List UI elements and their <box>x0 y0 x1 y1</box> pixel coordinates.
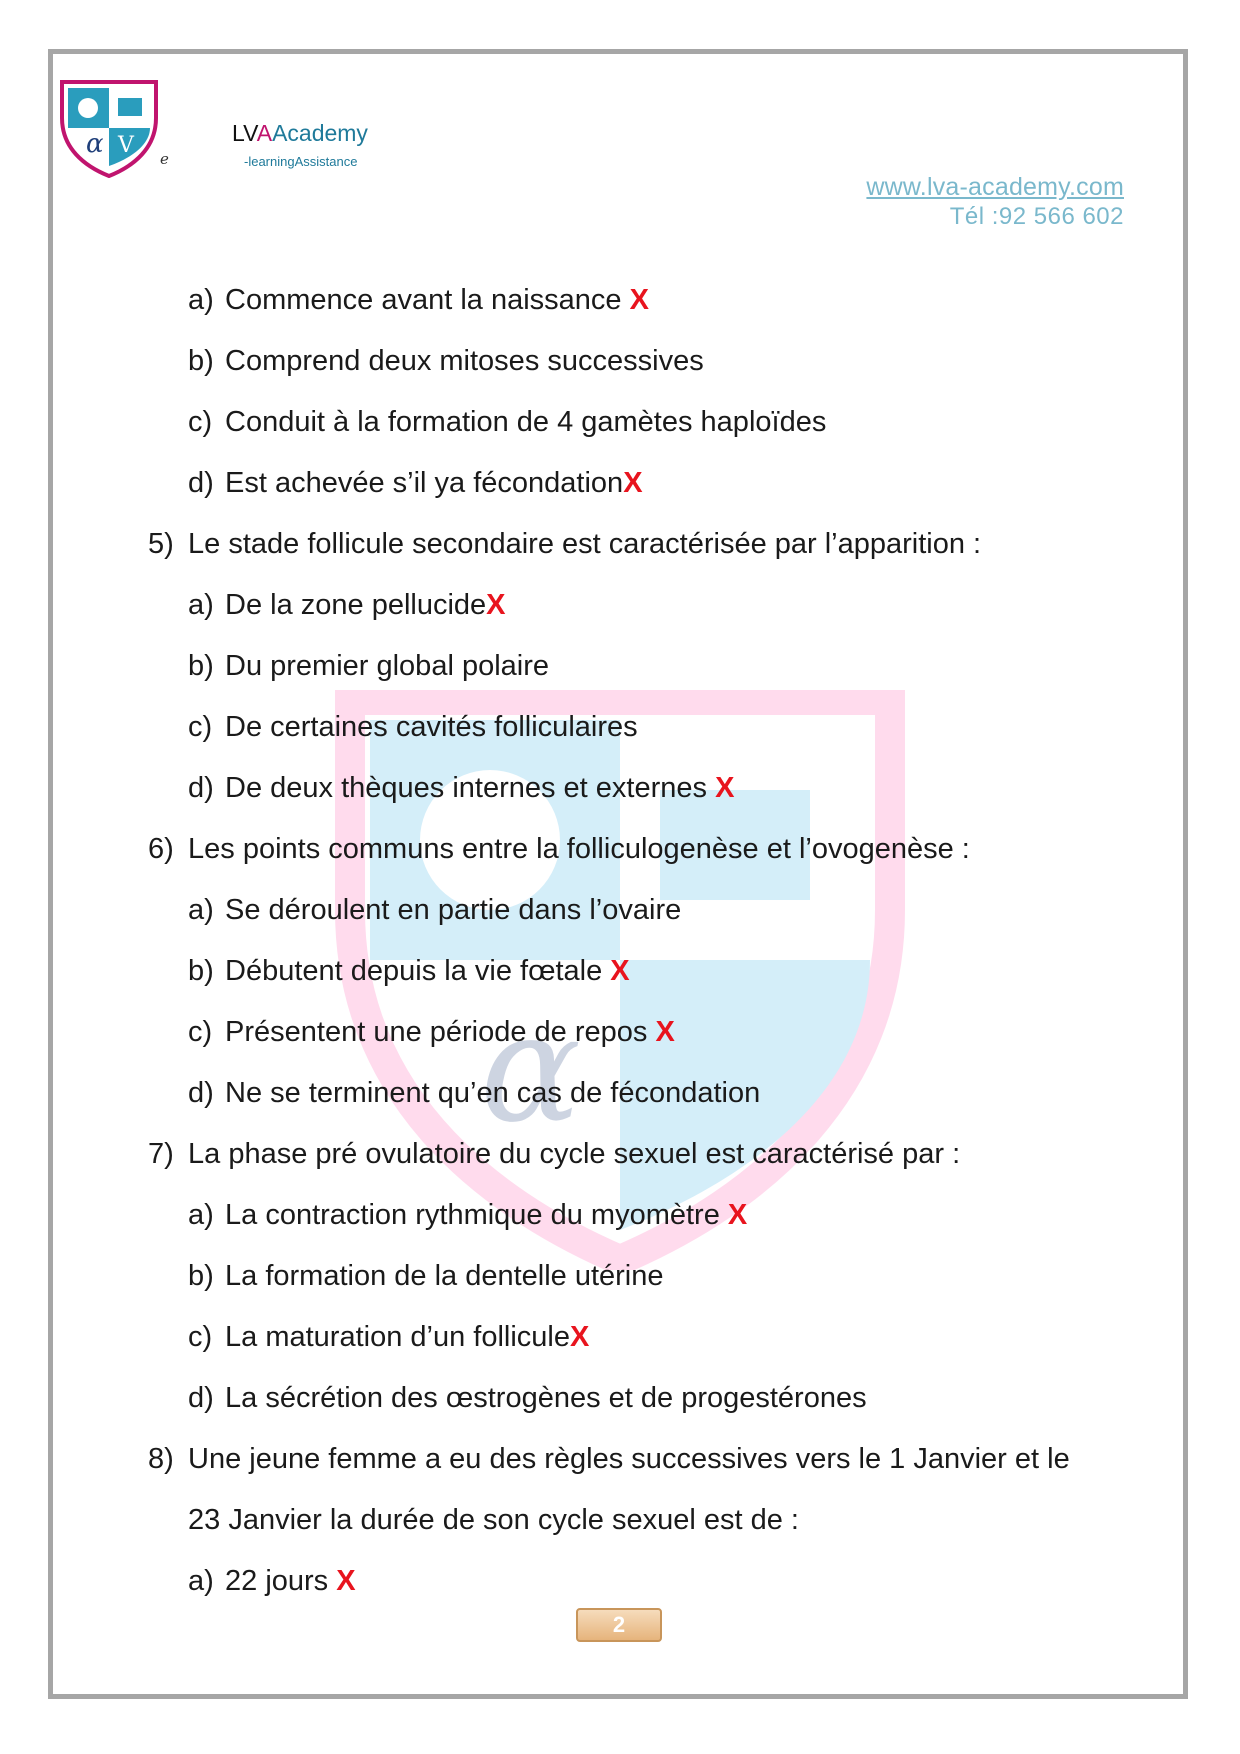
option-letter: d) <box>188 772 214 804</box>
option-line <box>148 1012 1108 1073</box>
option-line <box>148 707 1108 768</box>
option-text: Présentent une période de repos <box>225 1016 656 1048</box>
option-line <box>148 402 1108 463</box>
option-letter: b) <box>188 650 214 682</box>
option-text: Ne se terminent qu’en cas de fécondation <box>225 1077 761 1109</box>
question-number: 8) <box>148 1443 174 1475</box>
option-letter: b) <box>188 955 214 987</box>
brand-tagline: -learningAssistance <box>244 154 358 169</box>
option-letter: c) <box>188 1321 213 1353</box>
option-text: La formation de la dentelle utérine <box>225 1260 664 1292</box>
svg-text:α: α <box>480 982 582 1156</box>
question-text: Les points communs entre la folliculogenèse et l’ovogenèse : <box>188 833 970 865</box>
option-text: De deux thèques internes et externes <box>225 772 716 804</box>
option-line <box>148 280 1108 341</box>
answer-mark: X <box>336 1565 356 1597</box>
question-text: La phase pré ovulatoire du cycle sexuel est caractérisé par : <box>188 1138 961 1170</box>
question-line <box>148 829 1108 890</box>
question-number: 7) <box>148 1138 174 1170</box>
option-text: Se déroulent en partie dans l’ovaire <box>225 894 682 926</box>
option-text: Conduit à la formation de 4 gamètes haploïdes <box>225 406 827 438</box>
question-number: 6) <box>148 833 174 865</box>
question-line <box>148 524 1108 585</box>
option-letter: c) <box>188 406 213 438</box>
question-list <box>148 280 1108 1622</box>
option-text: La maturation d’un follicule <box>225 1321 570 1353</box>
answer-mark: X <box>629 284 649 316</box>
option-line <box>148 1256 1108 1317</box>
option-line <box>148 585 1108 646</box>
option-line <box>148 646 1108 707</box>
website-link[interactable]: www.lva-academy.com <box>866 173 1124 201</box>
question-line <box>148 1134 1108 1195</box>
question-continuation <box>148 1500 1108 1561</box>
option-line <box>148 890 1108 951</box>
option-letter: d) <box>188 1382 214 1414</box>
brand-lv: LV <box>232 120 257 146</box>
svg-text:V: V <box>118 133 134 158</box>
option-text: 23 Janvier la durée de son cycle sexuel est de : <box>188 1504 799 1536</box>
option-line <box>148 1378 1108 1439</box>
logo-letter: e <box>160 150 169 168</box>
answer-mark: X <box>727 1199 748 1231</box>
brand-academy: Academy <box>272 120 368 146</box>
option-letter: a) <box>188 1565 214 1597</box>
answer-mark: X <box>486 589 506 621</box>
answer-mark: X <box>569 1321 590 1353</box>
option-letter: a) <box>188 1199 214 1231</box>
svg-text:α: α <box>86 129 104 159</box>
option-text: Comprend deux mitoses successives <box>225 345 704 377</box>
question-line <box>148 1439 1108 1500</box>
question-text: Une jeune femme a eu des règles successives vers le 1 Janvier et le <box>188 1443 1070 1475</box>
option-line <box>148 1195 1108 1256</box>
option-text: De la zone pellucide <box>225 589 487 621</box>
option-text: Est achevée s’il ya fécondation <box>225 467 624 499</box>
option-letter: b) <box>188 1260 214 1292</box>
academy-logo-icon <box>56 78 166 178</box>
option-letter: a) <box>188 284 214 316</box>
option-line <box>148 341 1108 402</box>
question-number: 5) <box>148 528 174 560</box>
question-text: Le stade follicule secondaire est caractérisée par l’apparition : <box>188 528 982 560</box>
answer-mark: X <box>715 772 735 804</box>
option-text: La contraction rythmique du myomètre <box>225 1199 728 1231</box>
brand-name <box>232 120 368 146</box>
phone-number: Tél :92 566 602 <box>949 203 1124 230</box>
answer-mark: X <box>610 955 630 987</box>
option-line <box>148 768 1108 829</box>
option-text: Du premier global polaire <box>225 650 549 682</box>
option-text: Débutent depuis la vie fœtale <box>225 955 611 987</box>
answer-mark: X <box>655 1016 675 1048</box>
option-text: La sécrétion des œstrogènes et de progestérones <box>225 1382 867 1414</box>
answer-mark: X <box>623 467 643 499</box>
page-number: 2 <box>576 1608 662 1642</box>
option-letter: b) <box>188 345 214 377</box>
option-text: Commence avant la naissance <box>225 284 630 316</box>
option-line <box>148 1317 1108 1378</box>
option-letter: d) <box>188 467 214 499</box>
option-line <box>148 1073 1108 1134</box>
option-line <box>148 951 1108 1012</box>
option-text: 22 jours <box>225 1565 337 1597</box>
option-letter: a) <box>188 894 214 926</box>
option-letter: a) <box>188 589 214 621</box>
brand-a: A <box>256 120 273 146</box>
option-line <box>148 463 1108 524</box>
option-text: De certaines cavités folliculaires <box>225 711 638 743</box>
option-letter: d) <box>188 1077 214 1109</box>
option-letter: c) <box>188 1016 213 1048</box>
option-letter: c) <box>188 711 213 743</box>
